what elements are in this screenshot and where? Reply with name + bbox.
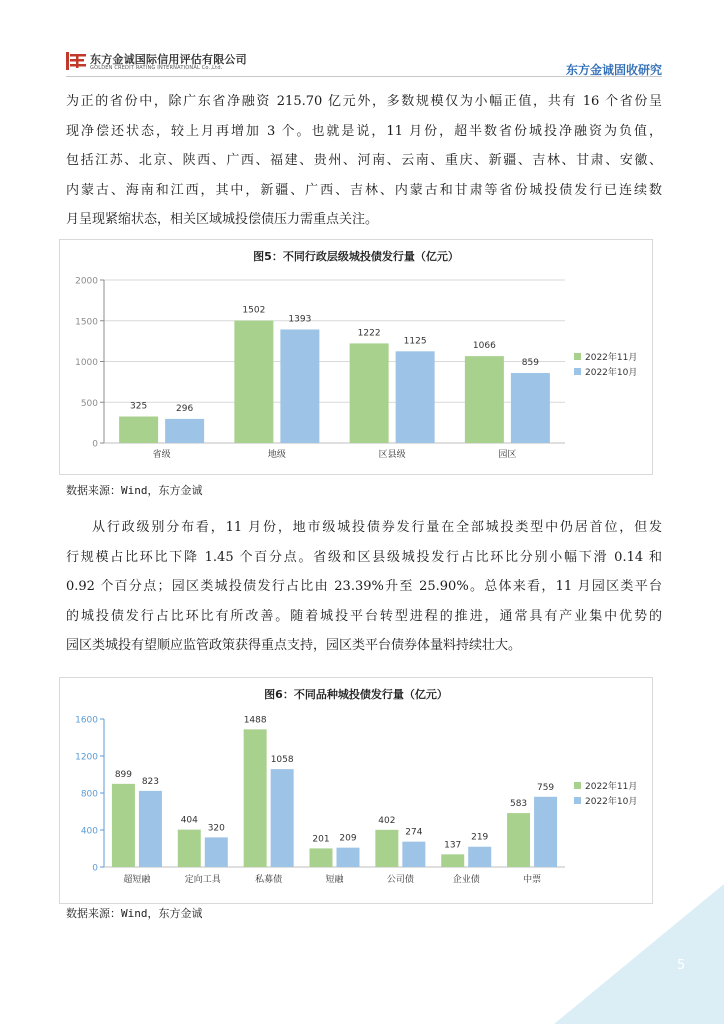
data-label: 404 [180,815,198,826]
bar-oct [165,419,204,443]
paragraph-line: 行规模占比环比下降 1.45 个百分点。省级和区县级城投发行占比环比分别小幅下滑 0.14 和 [66,549,662,565]
data-label: 583 [509,799,528,810]
paragraph-line: 为正的省份中，除广东省净融资 215.70 亿元外，多数规模仅为小幅正值，共有 16 个省份呈 [66,94,662,109]
data-label: 325 [130,401,148,412]
company-name-en: GOLDEN CREDIT RATING INTERNATIONAL Co.,Ltd. [90,65,223,71]
bar-oct [534,797,557,867]
company-logo-icon [66,52,88,70]
paragraph-line: 的城投债发行占比环比有所改善。随着城投平台转型进程的推进，通常具有产业集中优势的 [66,608,662,624]
bar-nov [507,813,530,867]
company-name: 东方金诚国际信用评估有限公司 [90,53,247,66]
legend-swatch [574,368,581,375]
data-label: 1058 [270,755,294,766]
paragraph-line: 内蒙古、海南和江西，其中，新疆、广西、吉林、内蒙古和甘肃等省份城投债发行已连续数 [66,182,662,198]
chart-6-source: 数据来源：Wind，东方金诚 [66,907,203,920]
legend-label: 2022年10月 [585,368,638,378]
bar-oct [402,842,425,867]
y-tick-label: 800 [80,789,98,800]
x-tick-label: 省级 [152,450,171,460]
y-tick-label: 400 [80,826,98,837]
paragraph-line: 月呈现紧缩状态，相关区域城投偿债压力需重点关注。 [66,212,379,228]
paragraph-line: 园区类城投有望顺应监管政策获得重点支持，园区类平台债券体量料持续壮大。 [66,638,522,654]
data-label: 209 [339,833,357,844]
x-tick-label: 地级 [267,450,286,460]
bar-nov [465,356,504,443]
chart-figure-5 [59,239,653,475]
paragraph-line: 现净偿还状态，较上月再增加 3 个。也就是说，11 月份，超半数省份城投净融资为负值， [66,123,662,139]
data-label: 1393 [288,314,312,325]
y-tick-label: 1600 [75,715,98,726]
bar-oct [205,837,228,867]
legend-label: 2022年10月 [585,797,638,807]
data-label: 1222 [357,328,381,339]
x-tick-label: 中票 [523,875,542,885]
data-label: 1125 [403,336,427,347]
report-label: 东方金诚固收研究 [565,63,662,77]
bar-oct [511,373,550,443]
data-label: 823 [141,776,160,787]
x-tick-label: 园区 [498,450,517,460]
y-tick-label: 500 [80,398,98,409]
chart-title: 图5：不同行政层级城投债发行量（亿元） [253,250,459,263]
x-tick-label: 公司债 [386,875,414,885]
data-label: 137 [444,840,462,851]
bar-nov [234,321,273,443]
bar-nov [350,343,389,443]
legend-swatch [574,353,581,360]
bar-oct [280,329,319,443]
chart-5-source: 数据来源：Wind，东方金诚 [66,484,203,497]
page-header [66,50,662,80]
data-label: 274 [405,827,423,838]
chart-figure-6 [59,677,653,904]
chart-5-svg [60,240,652,474]
x-tick-label: 私募债 [255,875,283,885]
chart-title: 图6：不同品种城投债发行量（亿元） [264,688,448,701]
page-number: 5 [677,958,686,973]
data-label: 899 [114,769,133,780]
paragraph-line: 0.92 个百分点；园区类城投债发行占比由 23.39%升至 25.90%。总体来看，11 月园区类平台 [66,579,662,595]
y-tick-label: 0 [92,863,98,874]
paragraph-line: 包括江苏、北京、陕西、广西、福建、贵州、河南、云南、重庆、新疆、吉林、甘肃、安徽、 [66,153,662,169]
data-label: 320 [207,823,225,834]
paragraph-line: 从行政级别分布看，11 月份，地市级城投债券发行量在全部城投类型中仍居首位，但发 [92,520,662,535]
y-tick-label: 1000 [75,358,98,368]
bar-nov [119,417,158,443]
data-label: 201 [312,834,330,845]
body-paragraph-1 [66,87,662,235]
bar-oct [337,848,360,867]
header-divider [66,76,662,77]
bar-nov [310,848,333,867]
x-tick-label: 短融 [325,875,344,885]
bar-nov [178,830,201,867]
bar-nov [441,854,464,867]
x-tick-label: 超短融 [123,875,151,885]
y-tick-label: 2000 [75,276,98,287]
bar-oct [139,791,162,867]
bar-nov [244,729,267,867]
data-label: 1488 [243,715,267,726]
bar-oct [396,351,435,443]
y-tick-label: 1200 [75,752,98,763]
legend-swatch [574,782,581,789]
data-label: 402 [378,815,396,826]
x-tick-label: 区县级 [378,450,406,460]
data-label: 759 [536,782,555,793]
y-tick-label: 0 [92,439,98,450]
x-tick-label: 定向工具 [184,875,221,885]
chart-6-svg [60,678,652,903]
data-label: 219 [471,832,489,843]
data-label: 859 [521,357,539,368]
bar-nov [375,830,398,867]
legend-label: 2022年11月 [585,353,638,363]
body-paragraph-2 [66,513,662,661]
y-tick-label: 1500 [75,317,98,328]
bar-nov [112,784,135,867]
x-tick-label: 企业债 [452,875,480,885]
data-label: 296 [176,403,194,414]
bar-oct [271,769,294,867]
corner-decoration [554,884,724,1024]
data-label: 1066 [472,341,496,352]
bar-oct [468,847,491,867]
legend-swatch [574,797,581,804]
data-label: 1502 [242,305,266,316]
legend-label: 2022年11月 [585,782,638,792]
